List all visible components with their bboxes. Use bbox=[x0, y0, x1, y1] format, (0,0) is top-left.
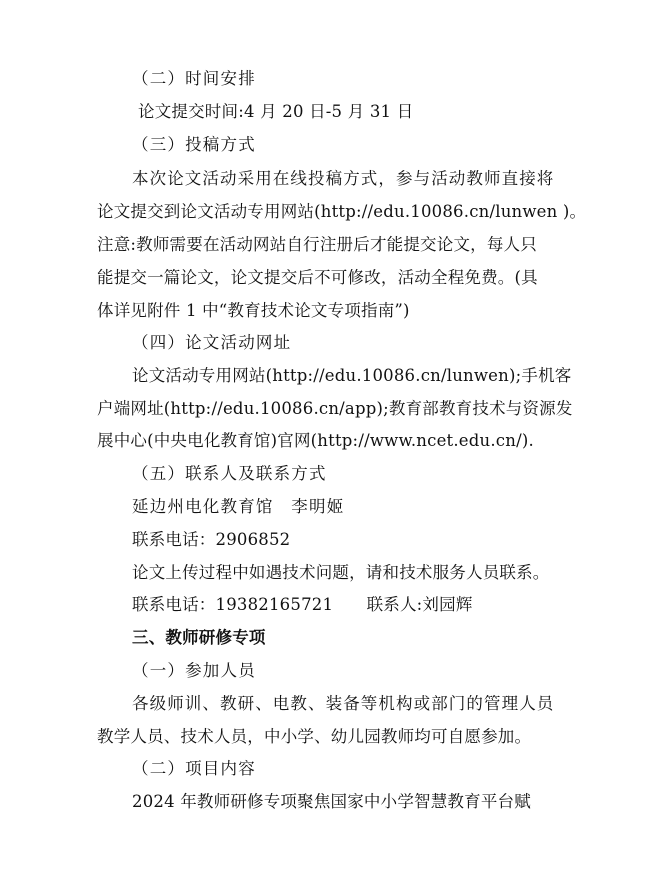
paragraph-line: 教学人员、技术人员，中小学、幼儿园教师均可自愿参加。 bbox=[97, 727, 532, 746]
section-heading-teacher-training: 三、教师研修专项 bbox=[132, 628, 266, 647]
subheading-time-schedule: （二）时间安排 bbox=[132, 69, 256, 88]
subheading-project-content: （二）项目内容 bbox=[132, 759, 256, 778]
paragraph-line: 本次论文活动采用在线投稿方式，参与活动教师直接将 bbox=[132, 169, 555, 188]
contact-phone-line: 联系电话：19382165721 联系人:刘园辉 bbox=[132, 595, 473, 614]
paragraph-line: 论文上传过程中如遇技术问题，请和技术服务人员联系。 bbox=[132, 563, 550, 582]
paragraph-line: 能提交一篇论文，论文提交后不可修改，活动全程免费。(具 bbox=[97, 268, 538, 287]
subheading-submission-method: （三）投稿方式 bbox=[132, 135, 256, 154]
paragraph-line: 论文活动专用网站(http://edu.10086.cn/lunwen);手机客 bbox=[132, 366, 572, 385]
paragraph-line: 展中心(中央电化教育馆)官网(http://www.ncet.edu.cn/). bbox=[97, 431, 534, 450]
paragraph-line: 2024 年教师研修专项聚焦国家中小学智慧教育平台赋 bbox=[132, 792, 531, 811]
paragraph-line: 各级师训、教研、电教、装备等机构或部门的管理人员 bbox=[132, 694, 555, 713]
paragraph-line: 体详见附件 1 中“教育技术论文专项指南”) bbox=[97, 301, 410, 320]
subheading-contacts: （五）联系人及联系方式 bbox=[132, 464, 327, 483]
paragraph-line: 论文提交到论文活动专用网站(http://edu.10086.cn/lunwen )。 bbox=[97, 202, 587, 221]
subheading-participants: （一）参加人员 bbox=[132, 661, 256, 680]
paragraph-line: 注意:教师需要在活动网站自行注册后才能提交论文，每人只 bbox=[97, 235, 537, 254]
subheading-activity-website: （四）论文活动网址 bbox=[132, 333, 292, 352]
contact-org-line: 延边州电化教育馆 李明姬 bbox=[132, 497, 345, 516]
contact-phone-line: 联系电话：2906852 bbox=[132, 530, 291, 549]
paragraph-line: 户端网址(http://edu.10086.cn/app);教育部教育技术与资源发 bbox=[97, 399, 573, 418]
paragraph-line-submission-time: 论文提交时间:4 月 20 日-5 月 31 日 bbox=[138, 102, 414, 121]
